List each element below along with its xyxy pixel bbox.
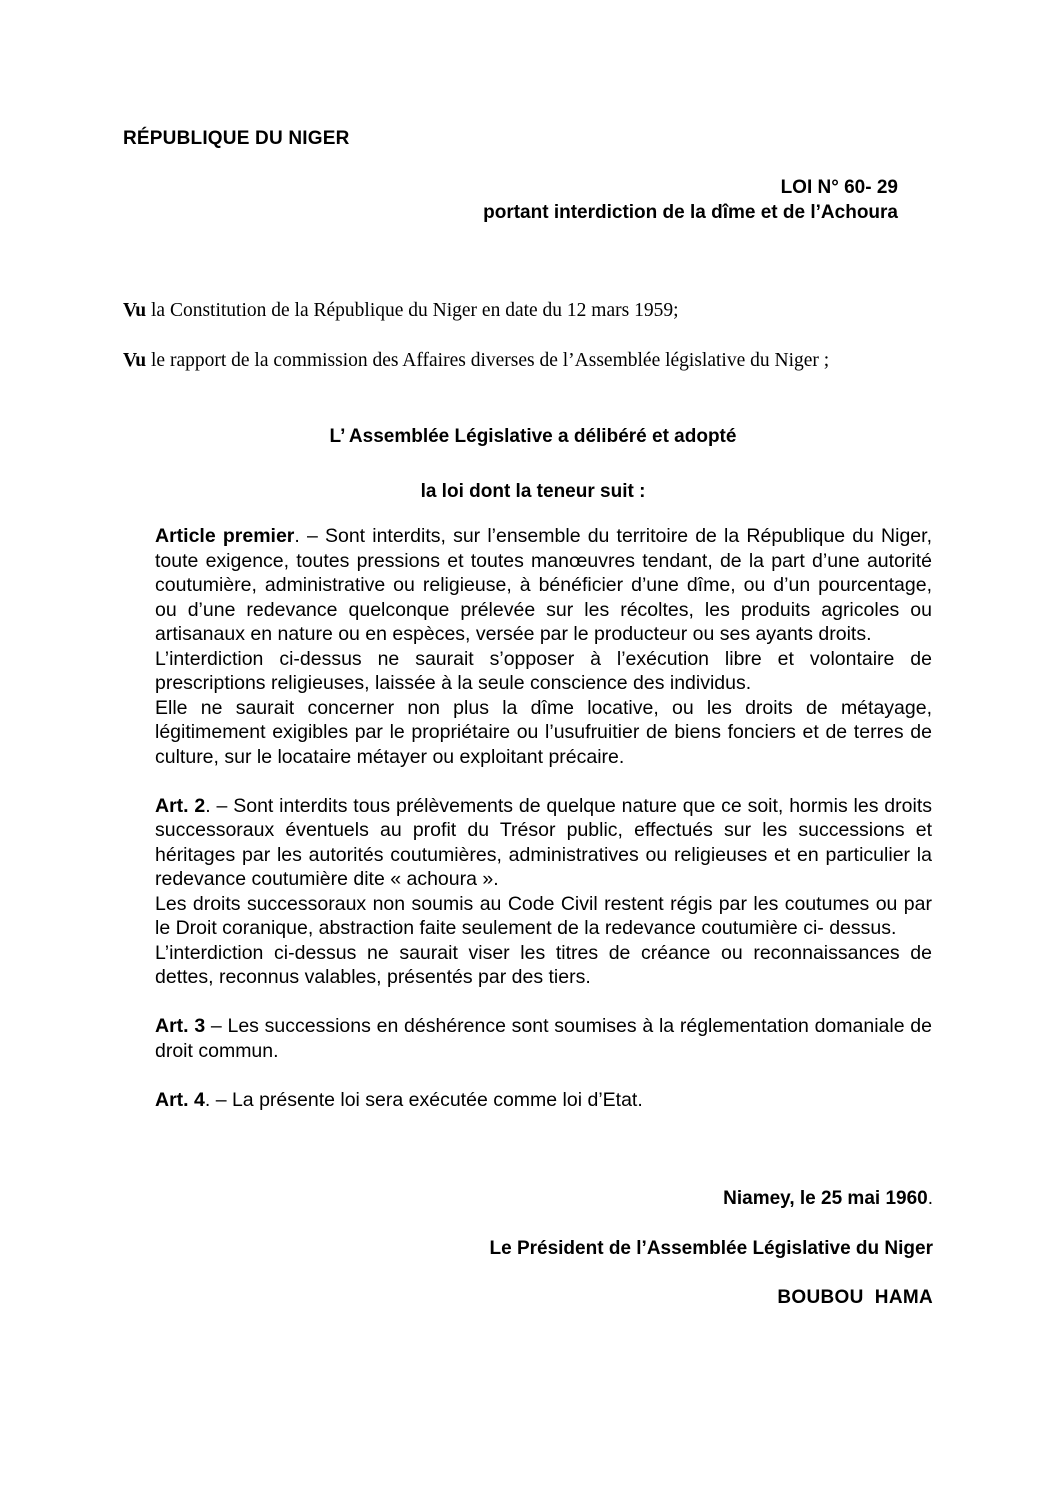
article-1 bbox=[155, 524, 932, 769]
visa-text: la Constitution de la République du Niger en date du 12 mars 1959; bbox=[146, 300, 679, 321]
article-paragraph: L’interdiction ci-dessus ne saurait s’opposer à l’exécution libre et volontaire de prescriptions religieuses, laissée à la seule conscience des individus. bbox=[155, 647, 932, 694]
country-heading: RÉPUBLIQUE DU NIGER bbox=[123, 128, 350, 149]
visa-constitution bbox=[123, 300, 679, 322]
article-paragraph bbox=[155, 1014, 932, 1063]
article-text: . – La présente loi sera exécutée comme loi d’Etat. bbox=[204, 1088, 643, 1111]
article-3 bbox=[155, 1014, 932, 1063]
article-4 bbox=[155, 1088, 932, 1113]
signatory-office: Le Président de l’Assemblée Législative du Niger bbox=[489, 1238, 933, 1259]
article-label: Art. 3 bbox=[155, 1015, 206, 1037]
article-paragraph bbox=[155, 794, 932, 892]
enacting-formula: la loi dont la teneur suit : bbox=[420, 481, 646, 502]
article-2 bbox=[155, 794, 932, 990]
signatory-name: BOUBOU HAMA bbox=[777, 1287, 933, 1308]
visa-commission-report bbox=[123, 350, 829, 372]
signature-date-period: . bbox=[927, 1188, 933, 1209]
article-text: . – Sont interdits, sur l’ensemble du territoire de la République du Niger, toute exigence, toutes pressions et toutes manœuvres tendant, de la part d’une autorité coutumière, administrative ou religieuse, à bénéficier d’une dîme, ou d’un pourcentage, ou d’une redevance quelconque prélevée sur les récoltes, les produits agricoles ou artisanaux en nature ou en espèces, versée par le producteur ou ses ayants droits. bbox=[155, 525, 932, 645]
articles-body bbox=[155, 524, 932, 1112]
article-paragraph bbox=[155, 524, 932, 647]
visa-label: Vu bbox=[123, 300, 147, 321]
law-title: portant interdiction de la dîme et de l’Achoura bbox=[483, 202, 898, 223]
law-number: LOI N° 60- 29 bbox=[780, 177, 898, 198]
article-label: Article premier bbox=[155, 525, 295, 547]
visa-text: le rapport de la commission des Affaires diverses de l’Assemblée législative du Niger ; bbox=[146, 350, 830, 371]
article-label: Art. 4 bbox=[155, 1088, 205, 1111]
deliberation-statement: L’ Assemblée Législative a délibéré et adopté bbox=[329, 426, 737, 447]
article-paragraph: Les droits successoraux non soumis au Code Civil restent régis par les coutumes ou par le Droit coranique, abstraction faite seulement de la redevance coutumière ci- dessus. bbox=[155, 892, 932, 939]
article-paragraph: L’interdiction ci-dessus ne saurait viser les titres de créance ou reconnaissances de dettes, reconnus valables, présentés par des tiers. bbox=[155, 941, 932, 988]
article-label: Art. 2 bbox=[155, 794, 206, 817]
visa-label: Vu bbox=[123, 350, 147, 371]
article-paragraph: Elle ne saurait concerner non plus la dîme locative, ou les droits de métayage, légitimement exigibles par le propriétaire ou l’usufruitier de biens fonciers et de terres de culture, sur le locataire métayer ou exploitant précaire. bbox=[155, 696, 932, 768]
signature-place-date bbox=[723, 1188, 933, 1210]
article-text: . – Sont interdits tous prélèvements de quelque nature que ce soit, hormis les droits successoraux éventuels au profit du Trésor public, effectués sur les successions et héritages par les autorités coutumières, administratives ou religieuses et en particulier la redevance coutumière dite « achoura ». bbox=[155, 794, 932, 890]
article-text: – Les successions en déshérence sont soumises à la réglementation domaniale de droit commun. bbox=[155, 1015, 932, 1062]
article-paragraph bbox=[155, 1088, 932, 1113]
signature-date-text: Niamey, le 25 mai 1960 bbox=[723, 1188, 928, 1209]
